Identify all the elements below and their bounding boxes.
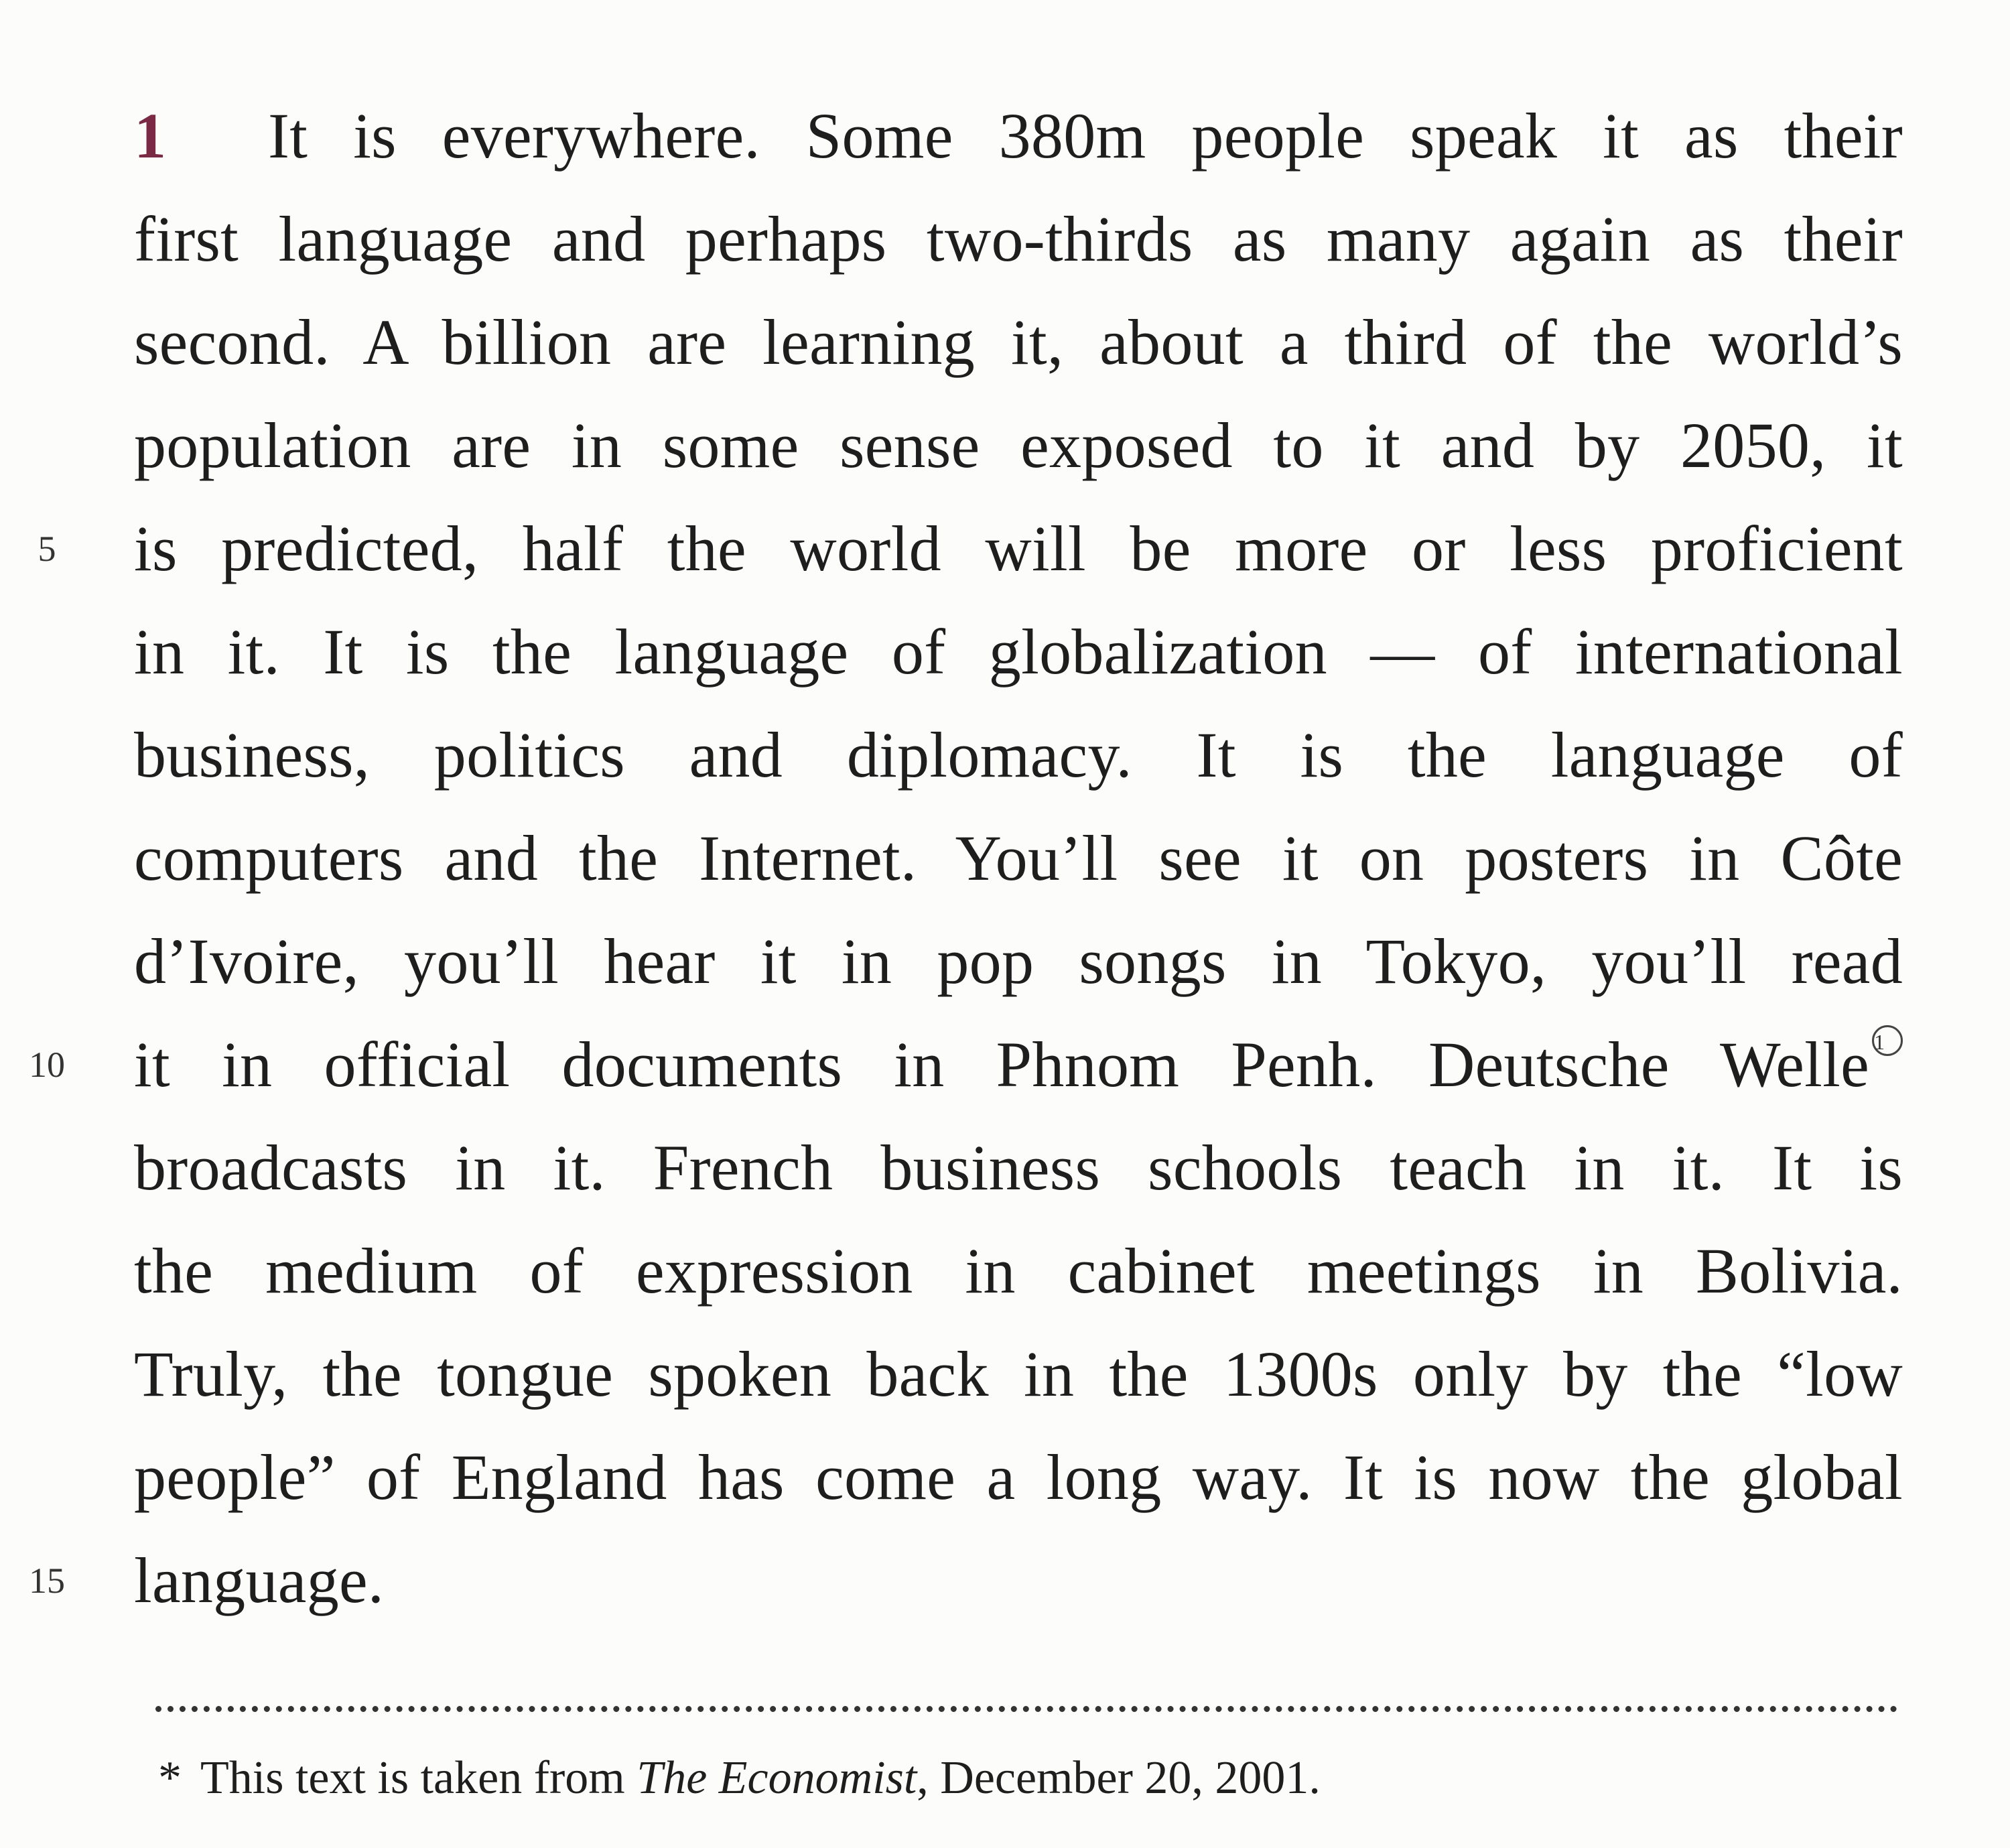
text-line-8: computers and the Internet. You’ll see it on posters in Côte <box>134 822 1903 894</box>
text-line-1 <box>134 84 1903 188</box>
text-line-2: first language and perhaps two-thirds as many again as their <box>134 203 1903 275</box>
dotted-divider <box>155 1706 1897 1712</box>
text-line-4: population are in some sense exposed to it and by 2050, it <box>134 409 1903 481</box>
line-number-5: 5 <box>38 529 56 569</box>
article-paragraph <box>134 84 1903 1632</box>
text-line-10 <box>134 1013 1903 1116</box>
text-line-3: second. A billion are learning it, about a third of the world’s <box>134 306 1903 378</box>
source-publication: The Economist <box>636 1752 917 1804</box>
text-line-7: business, politics and diplomacy. It is the language of <box>134 719 1903 791</box>
text-line-12: the medium of expression in cabinet meetings in Bolivia. <box>134 1235 1903 1307</box>
text-line-14: people” of England has come a long way. It is now the global <box>134 1441 1903 1513</box>
line-number-10: 10 <box>29 1045 65 1085</box>
footnote-marker: 1 <box>1872 1025 1903 1056</box>
text-line-11: broadcasts in it. French business schools teach in it. It is <box>134 1132 1903 1203</box>
source-prefix: This text is taken from <box>200 1752 637 1804</box>
line-number-15: 15 <box>29 1561 65 1601</box>
text-line-13: Truly, the tongue spoken back in the 1300s only by the “low <box>134 1338 1903 1410</box>
text-line-9: d’Ivoire, you’ll hear it in pop songs in Tokyo, you’ll read <box>134 925 1903 997</box>
paragraph-number: 1 <box>134 100 167 172</box>
asterisk: * <box>158 1752 182 1804</box>
text-line-10-content: it in official documents in Phnom Penh. Deutsche Welle <box>134 1029 1869 1100</box>
source-note <box>158 1745 1321 1812</box>
source-suffix: , December 20, 2001. <box>917 1752 1321 1804</box>
text-line-1-content: It is everywhere. Some 380m people speak it as their <box>268 100 1903 172</box>
text-line-5: is predicted, half the world will be more or less proficient <box>134 513 1903 584</box>
text-line-6: in it. It is the language of globalization — of international <box>134 616 1903 687</box>
text-line-15: language. <box>134 1544 385 1616</box>
